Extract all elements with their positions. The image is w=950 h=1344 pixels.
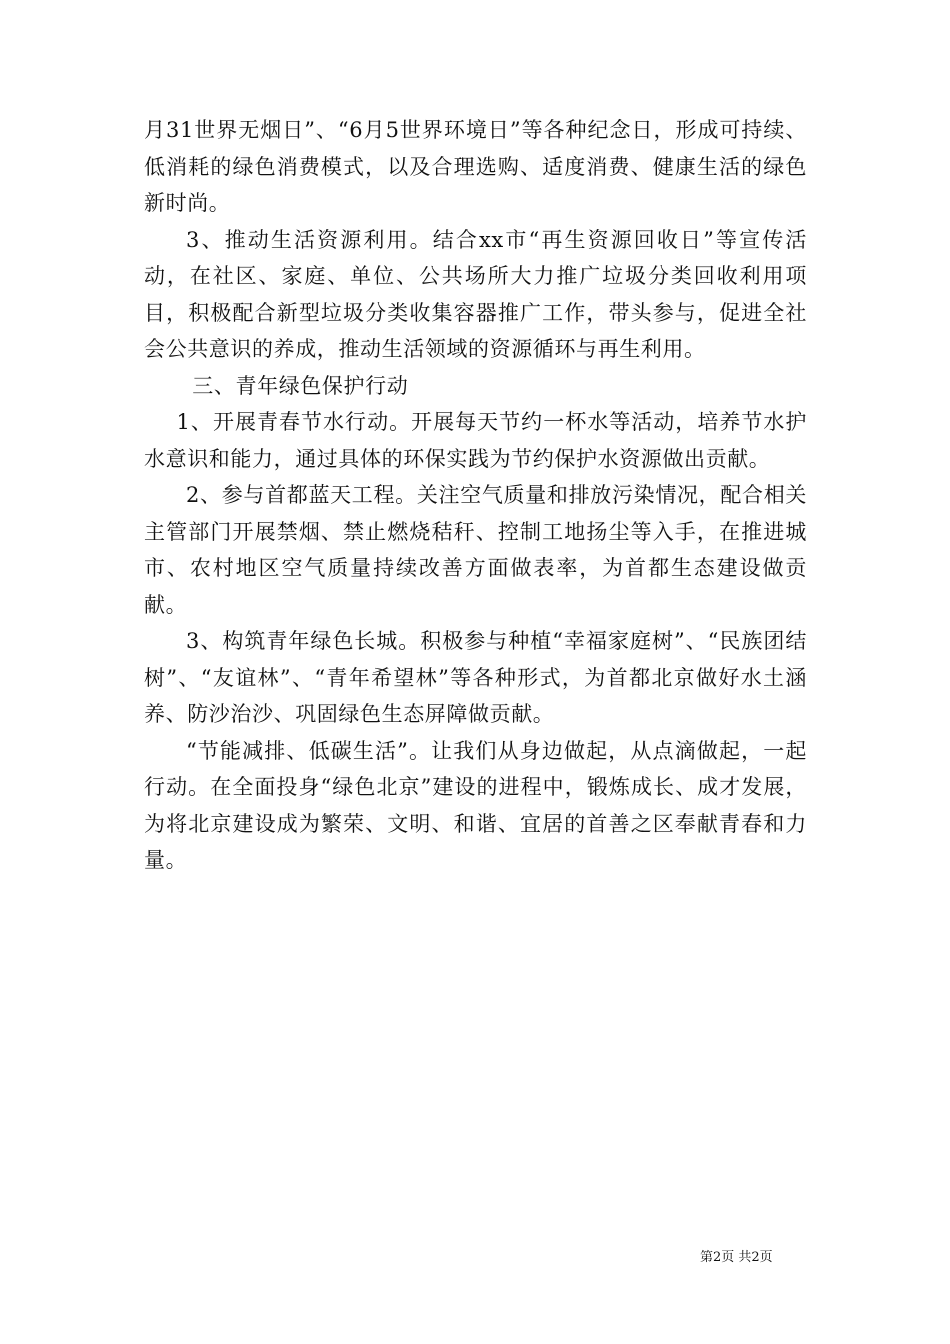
document-body xyxy=(144,112,807,879)
paragraph-water-saving: 1、开展青春节水行动。开展每天节约一杯水等活动，培养节水护水意识和能力，通过具体的环保实践为节约保护水资源做出贡献。 xyxy=(144,410,807,471)
paragraph-resource-utilization: 3、推动生活资源利用。结合xx市“再生资源回收日”等宣传活动，在社区、家庭、单位、公共场所大力推广垃圾分类回收利用项目，积极配合新型垃圾分类收集容器推广工作，带头参与，促进全社会公共意识的养成，推动生活领域的资源循环与再生利用。 xyxy=(144,227,807,361)
page-number: 第2页 共2页 xyxy=(700,1250,773,1265)
paragraph-consumption-continued: 月31世界无烟日”、“6月5世界环境日”等各种纪念日，形成可持续、低消耗的绿色消费模式，以及合理选购、适度消费、健康生活的绿色新时尚。 xyxy=(144,118,807,215)
paragraph-blue-sky: 2、参与首都蓝天工程。关注空气质量和排放污染情况，配合相关主管部门开展禁烟、禁止燃烧秸秆、控制工地扬尘等入手，在推进城市、农村地区空气质量持续改善方面做表率，为首都生态建设做贡献。 xyxy=(144,483,807,617)
section-heading-green-protection: 三、青年绿色保护行动 xyxy=(192,373,409,398)
paragraph-green-great-wall: 3、构筑青年绿色长城。积极参与种植“幸福家庭树”、“民族团结树”、“友谊林”、“青年希望林”等各种形式，为首都北京做好水土涵养、防沙治沙、巩固绿色生态屏障做贡献。 xyxy=(144,629,807,726)
paragraph-closing: “节能减排、低碳生活”。让我们从身边做起，从点滴做起，一起行动。在全面投身“绿色北京”建设的进程中，锻炼成长、成才发展，为将北京建设成为繁荣、文明、和谐、宜居的首善之区奉献青春和力量。 xyxy=(144,738,807,872)
